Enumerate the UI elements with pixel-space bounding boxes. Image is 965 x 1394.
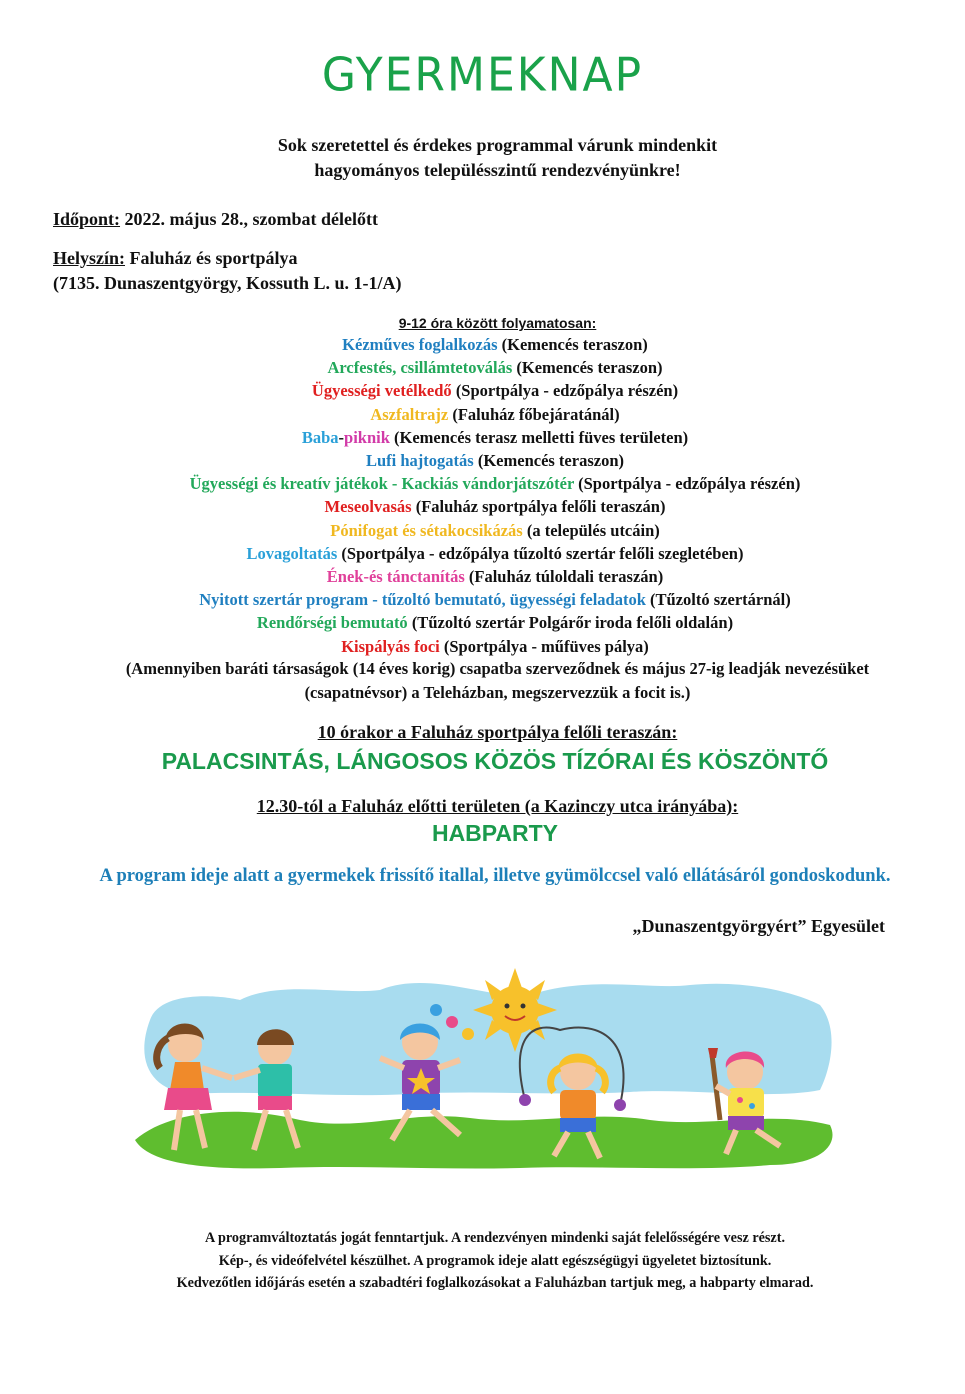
sun-icon (473, 968, 557, 1052)
event-date (53, 207, 378, 232)
program-item (0, 519, 965, 542)
event-location (53, 246, 402, 296)
refreshments-note: A program ideje alatt a gyermekek frissítő itallal, illetve gyümölccsel való ellátásáról gondoskodunk. (99, 866, 891, 886)
foam-party-time: 12.30-tól a Faluház előtti területen (a Kazinczy utca irányába): (256, 796, 739, 816)
football-note-line-1: (Amennyiben baráti társaságok (14 éves korig) csapatba szerveződnek és május 27-ig leadják nevezésüket (125, 659, 870, 678)
intro-text (0, 133, 965, 183)
date-label: Időpont: (53, 209, 121, 229)
intro-line-1: Sok szeretettel és érdekes programmal várunk mindenkit (277, 135, 718, 155)
program-place: (Faluház főbejáratánál) (448, 404, 620, 424)
program-item (0, 495, 965, 518)
disclaimer-line-1: A programváltoztatás jogát fenntartjuk. A rendezvényen mindenki saját felelősségére vesz részt. (204, 1230, 785, 1246)
organizer-signature: „Dunaszentgyörgyért” Egyesület (632, 916, 885, 936)
program-place: (Faluház sportpálya felőli teraszán) (411, 497, 666, 517)
brunch-title: PALACSINTÁS, LÁNGOSOS KÖZÖS TÍZÓRAI ÉS KÖSZÖNTŐ (161, 748, 829, 774)
program-place: (Sportpálya - műfüves pálya) (439, 636, 649, 656)
disclaimer-line-3: Kedvezőtlen időjárás esetén a szabadtéri foglalkozásokat a Faluházban tartjuk meg, a habparty elmarad. (176, 1275, 814, 1291)
disclaimer-line-2: Kép-, és videófelvétel készülhet. A programok ideje alatt egészségügyi ügyeletet biztosítunk. (218, 1252, 772, 1269)
program-place: (Kemencés teraszon) (497, 335, 648, 354)
location-address: (7135. Dunaszentgyörgy, Kossuth L. u. 1-1/A) (53, 273, 402, 293)
program-item (0, 379, 965, 402)
program-item (0, 403, 965, 426)
program-name: Ügyességi és kreatív játékok - Kackiás vándorjátszótér (189, 474, 574, 494)
program-name: Lovagoltatás (246, 543, 338, 563)
program-place: (Sportpálya - edzőpálya részén) (451, 381, 679, 401)
program-name: Lufi hajtogatás (366, 451, 474, 471)
program-place: (Kemencés teraszon) (512, 358, 663, 378)
program-place: (Tűzoltó szertár Polgárőr iroda felőli oldalán) (407, 613, 734, 633)
program-name-part: piknik (344, 427, 390, 447)
program-place: (Sportpálya - edzőpálya részén) (573, 474, 801, 494)
program-item (0, 542, 965, 565)
program-item (0, 333, 965, 356)
program-item-baba-piknik (0, 426, 965, 449)
grass-ground (135, 1112, 833, 1169)
intro-line-2: hagyományos településszintű rendezvényünkre! (314, 160, 681, 180)
program-place: (Kemencés teraszon) (473, 451, 624, 471)
program-name: Pónifogat és sétakocsikázás (330, 520, 523, 540)
program-item (0, 611, 965, 634)
program-item (0, 635, 965, 658)
disclaimer (0, 1227, 965, 1295)
program-name: Kispályás foci (341, 636, 440, 656)
program-name: Aszfaltrajz (370, 404, 449, 424)
children-playing-illustration (130, 960, 840, 1175)
program-place: (a település utcáin) (522, 520, 660, 540)
program-name: Nyitott szertár program - tűzoltó bemutató, ügyességi feladatok (199, 590, 646, 610)
schedule-heading: 9-12 óra között folyamatosan: (398, 315, 597, 331)
flyer-title: GYERMEKNAP (321, 48, 644, 103)
program-item (0, 356, 965, 379)
program-item (0, 588, 965, 611)
program-place: (Tűzoltó szertárnál) (645, 590, 791, 610)
football-note-line-2: (csapatnévsor) a Teleházban, megszervezzük a focit is.) (304, 682, 691, 702)
program-place: (Sportpálya - edzőpálya tűzoltó szertár felőli szegletében) (337, 543, 744, 563)
program-name: Rendőrségi bemutató (256, 613, 408, 633)
program-item (0, 472, 965, 495)
program-place: (Kemencés terasz melletti füves területen) (389, 427, 689, 447)
program-item (0, 565, 965, 588)
program-name-part: Baba (301, 427, 339, 447)
program-name-dash: - (338, 427, 345, 447)
program-name: Kézműves foglalkozás (342, 335, 498, 354)
football-note (0, 657, 965, 704)
location-value: Faluház és sportpálya (125, 248, 298, 268)
foam-party-title: HABPARTY (431, 820, 559, 846)
brunch-time: 10 órakor a Faluház sportpálya felőli teraszán: (317, 722, 678, 742)
program-name: Ügyességi vetélkedő (311, 381, 452, 401)
location-label: Helyszín: (53, 248, 125, 268)
program-name: Ének-és tánctanítás (326, 567, 465, 587)
program-item (0, 449, 965, 472)
program-name: Arcfestés, csillámtetoválás (327, 358, 513, 378)
program-place: (Faluház túloldali teraszán) (464, 567, 664, 587)
program-name: Meseolvasás (324, 497, 412, 517)
program-list (0, 333, 965, 658)
date-value: 2022. május 28., szombat délelőtt (120, 209, 379, 229)
